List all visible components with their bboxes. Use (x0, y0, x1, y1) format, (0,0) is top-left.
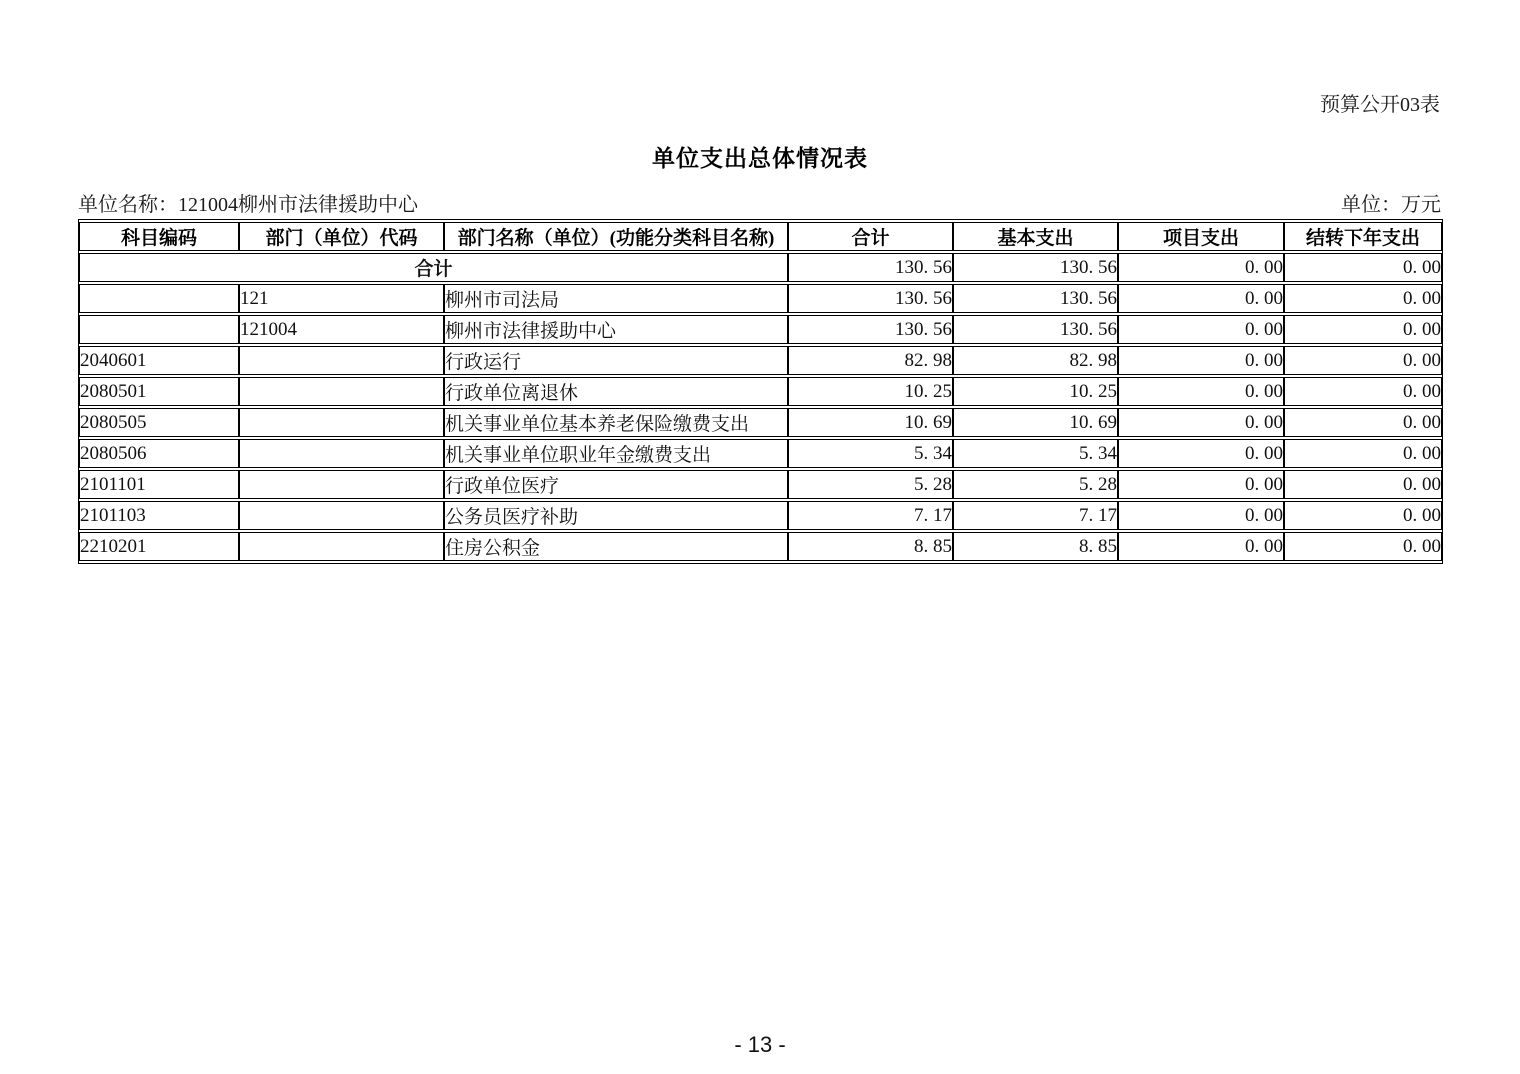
dept-name-cell: 柳州市司法局 (444, 284, 788, 313)
carryover-cell: 0. 00 (1284, 470, 1442, 499)
project-cell: 0. 00 (1118, 253, 1284, 282)
subject-code-cell: 2080505 (79, 408, 239, 437)
dept-code-cell (239, 470, 444, 499)
carryover-cell: 0. 00 (1284, 501, 1442, 530)
basic-cell: 5. 28 (953, 470, 1118, 499)
dept-code-cell: 121004 (239, 315, 444, 344)
table-meta-row (78, 188, 1441, 217)
unit-name-label: 单位名称：121004柳州市法律援助中心 (78, 194, 418, 216)
carryover-cell: 0. 00 (1284, 315, 1442, 344)
table-total-row (79, 253, 1442, 282)
dept-code-cell: 121 (239, 284, 444, 313)
subject-code-cell (79, 315, 239, 344)
carryover-cell: 0. 00 (1284, 377, 1442, 406)
dept-name-cell: 柳州市法律援助中心 (444, 315, 788, 344)
basic-cell: 82. 98 (953, 346, 1118, 375)
dept-name-cell: 行政单位医疗 (444, 470, 788, 499)
basic-cell: 130. 56 (953, 253, 1118, 282)
subject-code-cell: 2210201 (79, 532, 239, 561)
total-cell: 5. 28 (788, 470, 953, 499)
basic-cell: 130. 56 (953, 315, 1118, 344)
basic-cell: 130. 56 (953, 284, 1118, 313)
carryover-cell: 0. 00 (1284, 532, 1442, 561)
total-cell: 82. 98 (788, 346, 953, 375)
expenditure-table (78, 219, 1443, 564)
dept-name-cell: 机关事业单位职业年金缴费支出 (444, 439, 788, 468)
total-cell: 10. 69 (788, 408, 953, 437)
project-cell: 0. 00 (1118, 315, 1284, 344)
dept-name-cell: 公务员医疗补助 (444, 501, 788, 530)
subject-code-cell: 2101101 (79, 470, 239, 499)
subject-code-cell: 2040601 (79, 346, 239, 375)
dept-code-cell (239, 377, 444, 406)
table-row (79, 501, 1442, 530)
header-dept-code: 部门（单位）代码 (239, 222, 444, 251)
total-label-cell: 合计 (79, 253, 788, 282)
subject-code-cell (79, 284, 239, 313)
dept-name-cell: 行政单位离退休 (444, 377, 788, 406)
project-cell: 0. 00 (1118, 532, 1284, 561)
carryover-cell: 0. 00 (1284, 253, 1442, 282)
page-title: 单位支出总体情况表 (652, 146, 868, 171)
dept-code-cell (239, 439, 444, 468)
header-carryover: 结转下年支出 (1284, 222, 1442, 251)
carryover-cell: 0. 00 (1284, 284, 1442, 313)
basic-cell: 7. 17 (953, 501, 1118, 530)
table-header-row (79, 222, 1442, 251)
table-row (79, 315, 1442, 344)
table-row (79, 470, 1442, 499)
total-cell: 130. 56 (788, 284, 953, 313)
total-cell: 10. 25 (788, 377, 953, 406)
header-subject-code: 科目编码 (79, 222, 239, 251)
header-project: 项目支出 (1118, 222, 1284, 251)
carryover-cell: 0. 00 (1284, 408, 1442, 437)
basic-cell: 5. 34 (953, 439, 1118, 468)
project-cell: 0. 00 (1118, 501, 1284, 530)
carryover-cell: 0. 00 (1284, 346, 1442, 375)
total-cell: 130. 56 (788, 315, 953, 344)
project-cell: 0. 00 (1118, 439, 1284, 468)
carryover-cell: 0. 00 (1284, 439, 1442, 468)
dept-code-cell (239, 532, 444, 561)
total-cell: 5. 34 (788, 439, 953, 468)
header-total: 合计 (788, 222, 953, 251)
subject-code-cell: 2080506 (79, 439, 239, 468)
header-basic: 基本支出 (953, 222, 1118, 251)
table-row (79, 439, 1442, 468)
table-row (79, 377, 1442, 406)
subject-code-cell: 2101103 (79, 501, 239, 530)
table-row (79, 532, 1442, 561)
project-cell: 0. 00 (1118, 470, 1284, 499)
dept-name-cell: 行政运行 (444, 346, 788, 375)
dept-code-cell (239, 408, 444, 437)
total-cell: 8. 85 (788, 532, 953, 561)
header-dept-name: 部门名称（单位）(功能分类科目名称) (444, 222, 788, 251)
table-row (79, 346, 1442, 375)
basic-cell: 8. 85 (953, 532, 1118, 561)
project-cell: 0. 00 (1118, 346, 1284, 375)
total-cell: 130. 56 (788, 253, 953, 282)
dept-code-cell (239, 346, 444, 375)
unit-measure-label: 单位：万元 (1341, 194, 1441, 216)
project-cell: 0. 00 (1118, 284, 1284, 313)
dept-name-cell: 住房公积金 (444, 532, 788, 561)
table-row (79, 284, 1442, 313)
dept-code-cell (239, 501, 444, 530)
project-cell: 0. 00 (1118, 377, 1284, 406)
dept-name-cell: 机关事业单位基本养老保险缴费支出 (444, 408, 788, 437)
total-cell: 7. 17 (788, 501, 953, 530)
basic-cell: 10. 69 (953, 408, 1118, 437)
page-number: - 13 - (734, 1032, 786, 1057)
subject-code-cell: 2080501 (79, 377, 239, 406)
table-row (79, 408, 1442, 437)
form-number-label: 预算公开03表 (1320, 94, 1440, 116)
basic-cell: 10. 25 (953, 377, 1118, 406)
table-body (79, 253, 1442, 561)
project-cell: 0. 00 (1118, 408, 1284, 437)
